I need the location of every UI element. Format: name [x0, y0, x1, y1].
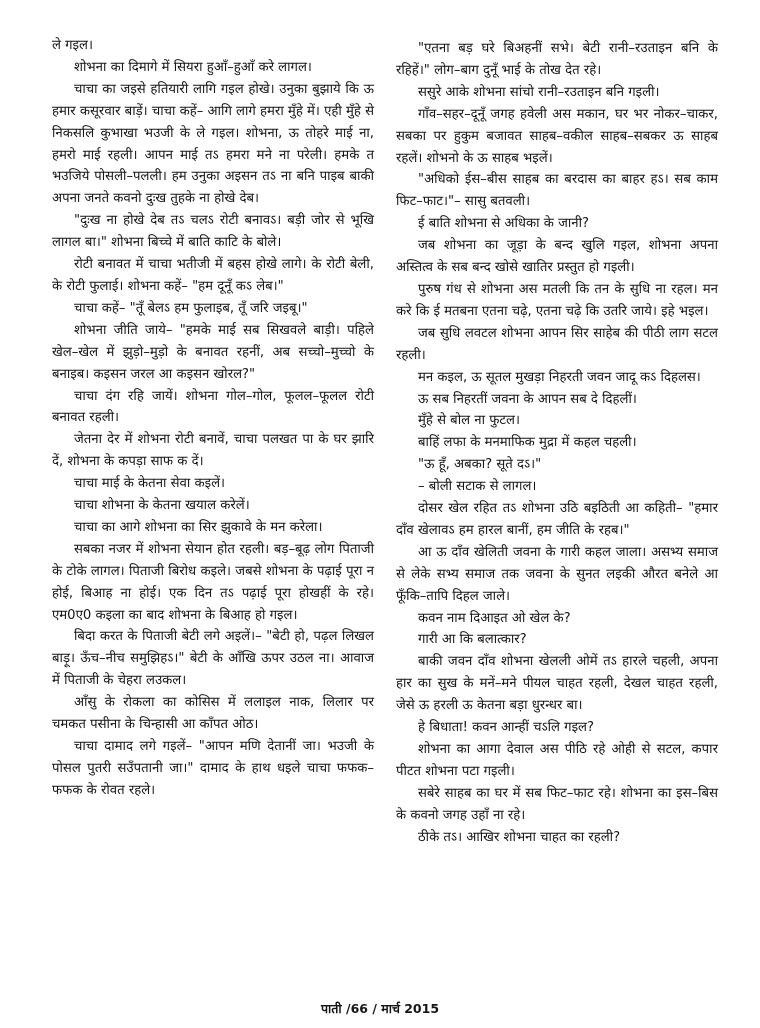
paragraph: शोभना जीति जाये– "हमके माई सब सिखवले बाड़ी। पहिले खेल–खेल में झुड़ो–मुड़ो के बनावत रहनीं, अब सच्चो–मुच्चो के बनाइब। कइसन जरल आ कइसन खोरल?" — [52, 322, 374, 382]
paragraph: – बोली सटाक से लागल। — [418, 479, 537, 495]
paragraph: जब शोभना का जूड़ा के बन्द खुलि गइल, शोभना अपना अस्तित्व के सब बन्द खोसे खातिर प्रस्तुत हो गइली। — [396, 238, 718, 276]
paragraph: ऊ सब निहरतीं जवना के आपन सब दे दिहलीं। — [418, 391, 637, 407]
paragraph: कवन नाम दिआइत ओ खेल के? — [418, 610, 571, 626]
paragraph: ससुरे आके शोभना सांचो रानी–रउताइन बनि गइली। — [418, 84, 660, 100]
paragraph: रोटी बनावत में चाचा भतीजी में बहस होखे लागे। के रोटी बेली, के रोटी फुलाई। शोभना कहें– "हम दूनूँ कऽ लेब।" — [52, 257, 374, 294]
paragraph: "दुःख ना होखे देब तऽ चलऽ रोटी बनावऽ। बड़ी जोर से भूखि लागल बा।" शोभना बिच्चे में बाति काटि के बोले। — [52, 213, 374, 251]
paragraph: ठीके तऽ। आखिर शोभना चाहत का रहली? — [418, 829, 621, 845]
paragraph: आ ऊ दाँव खेलिती जवना के गारी कहल जाला। असभ्य समाज से लेके सभ्य समाज तक जवना के सुनत लइकी औरत बनेले आ फूँकि–तापि दिहल जाले। — [396, 544, 718, 604]
page-footer: पाती /66 / मार्च 2015 — [320, 1001, 440, 1016]
paragraph: चाचा माई के केतना सेवा कइलें। — [74, 476, 226, 492]
right-text-column — [396, 38, 718, 849]
paragraph: चाचा का आगे शोभना का सिर झुकावे के मन करेला। — [74, 519, 323, 535]
paragraph: शोभना का दिमागे में सियरा हुआँ–हुआँ करे लागल। — [74, 59, 312, 75]
paragraph: चाचा दामाद लगे गइलें– "आपन मणि देतानीं जा। भउजी के पोसल पुतरी सउँपतानी जा।" दामाद के हाथ धइले चाचा फफक–फफक के रोवत रहले। — [52, 739, 374, 798]
left-text-column — [52, 35, 374, 802]
paragraph: सबेरे साहब का घर में सब फिट–फाट रहे। शोभना का इस–बिस के कवनो जगह उहाँ ना रहे। — [396, 785, 718, 823]
paragraph: बिदा करत के पिताजी बेटी लगे अइलें।– "बेटी हो, पढ़ल लिखल बाड़ू। ऊँच–नीच समुझिहऽ।" बेटी के आँखि ऊपर उठल ना। आवाज में पिताजी के चेहरा लउकल। — [52, 629, 374, 689]
paragraph: शोभना का आगा देवाल अस पीठि रहे ओही से सटल, कपार पीटत शोभना पटा गइली। — [396, 742, 718, 779]
paragraph: "एतना बड़ घरे बिअहनीं सभे। बेटी रानी–रउताइन बनि के रहिहें।" लोग–बाग दुनूँ भाई के तोख देत रहे। — [396, 41, 718, 78]
paragraph: मन कइल, ऊ सूतल मुखड़ा निहरती जवन जादू कऽ दिहलस। — [418, 369, 701, 385]
paragraph: आँसु के रोकला का कोसिस में ललाइल नाक, लिलार पर चमकत पसीना के चिन्हासी आ काँपत ओठ। — [52, 695, 374, 733]
paragraph: मुँहे से बोल ना फुटल। — [418, 413, 520, 429]
paragraph: "अधिको ईस–बीस साहब का बरदास का बाहर हऽ। सब काम फिट–फाट।"– सासु बतवली। — [396, 172, 718, 210]
paragraph: ई बाति शोभना से अधिका के जानी? — [418, 216, 590, 232]
paragraph: सबका नजर में शोभना सेयान होत रहली। बड़–बूढ़ लोग पिताजी के टोके लागल। पिताजी बिरोध कइले। जबसे शोभना के पढ़ाई पूरा न होई, बिआह ना होई। एक दिन तऽ पढ़ाई पूरा होखहीं के रहे। एम0ए0 कइला का बाद शोभना के बिआह हो गइल। — [52, 541, 374, 623]
paragraph: जब सुधि लवटल शोभना आपन सिर साहेब की पीठी लाग सटल रहली। — [396, 325, 718, 363]
paragraph: गारी आ कि बलात्कार? — [418, 632, 527, 648]
paragraph: चाचा का जइसे हतियारी लागि गइल होखे। उनुका बुझाये कि ऊ हमार कसूरवार बाड़ें। चाचा कहें– आगि लागे हमरा मुँहे में। एही मुँहे से निकसलि कुभाखा भउजी के ले गइल। शोभना, ऊ तोहरे माई ना, हमरो माई रहली। आपन माई तऽ हमरा मने ना परेली। हमके त भउजिये पोसली–पलली। हम उनुका अइसन तऽ ना बनि पाइब बाकी अपना जनते कवनो दुःख तुहके ना होखे देब। — [52, 81, 374, 207]
paragraph: हे बिधाता! कवन आन्हीं चऽलि गइल? — [418, 720, 594, 736]
paragraph: जेतना देर में शोभना रोटी बनावें, चाचा पलखत पा के घर झारि दें, शोभना के कपड़ा साफ क दें। — [52, 432, 374, 470]
paragraph: "ऊ हूँ, अबका? सूते दऽ।" — [418, 457, 542, 473]
paragraph: बाहिं लफा के मनमाफिक मुद्रा में कहल चहली। — [418, 435, 637, 451]
paragraph: चाचा कहें– "तूँ बेलऽ हम फुलाइब, तूँ जरि जइबू।" — [74, 300, 308, 316]
paragraph: बाकी जवन दाँव शोभना खेलली ओमें तऽ हारले चहली, अपना हार का सुख के मनें–मने पीयल चाहत रहली, देखल चाहत रहली, जेसे ऊ हरली ऊ केतना बड़ा धुरन्धर बा। — [396, 654, 718, 714]
paragraph: चाचा दंग रहि जायें। शोभना गोल–गोल, फूलल–फूलल रोटी बनावत रहली। — [52, 388, 374, 426]
paragraph: ले गइल। — [52, 38, 93, 53]
paragraph: पुरुष गंध से शोभना अस मतली कि तन के सुधि ना रहल। मन करे कि ई मतबना एतना चढ़े, एतना चढ़े कि उतरि जाये। इहे भइल। — [396, 281, 718, 319]
paragraph: चाचा शोभना के केतना खयाल करेलें। — [74, 498, 250, 514]
paragraph: दोसर खेल रहित तऽ शोभना उठि बइठिती आ कहिती– "हमार दाँव खेलावऽ हम हारल बानीं, हम जीति के रहब।" — [396, 501, 718, 538]
paragraph: गाँव–सहर–दूनूँ जगह हवेली अस मकान, घर भर नोकर–चाकर, सबका पर हुकुम बजावत साहब–वकील साहब–सबकर ऊ साहब रहलें। शोभनो के ऊ साहब भइलें। — [396, 106, 718, 166]
